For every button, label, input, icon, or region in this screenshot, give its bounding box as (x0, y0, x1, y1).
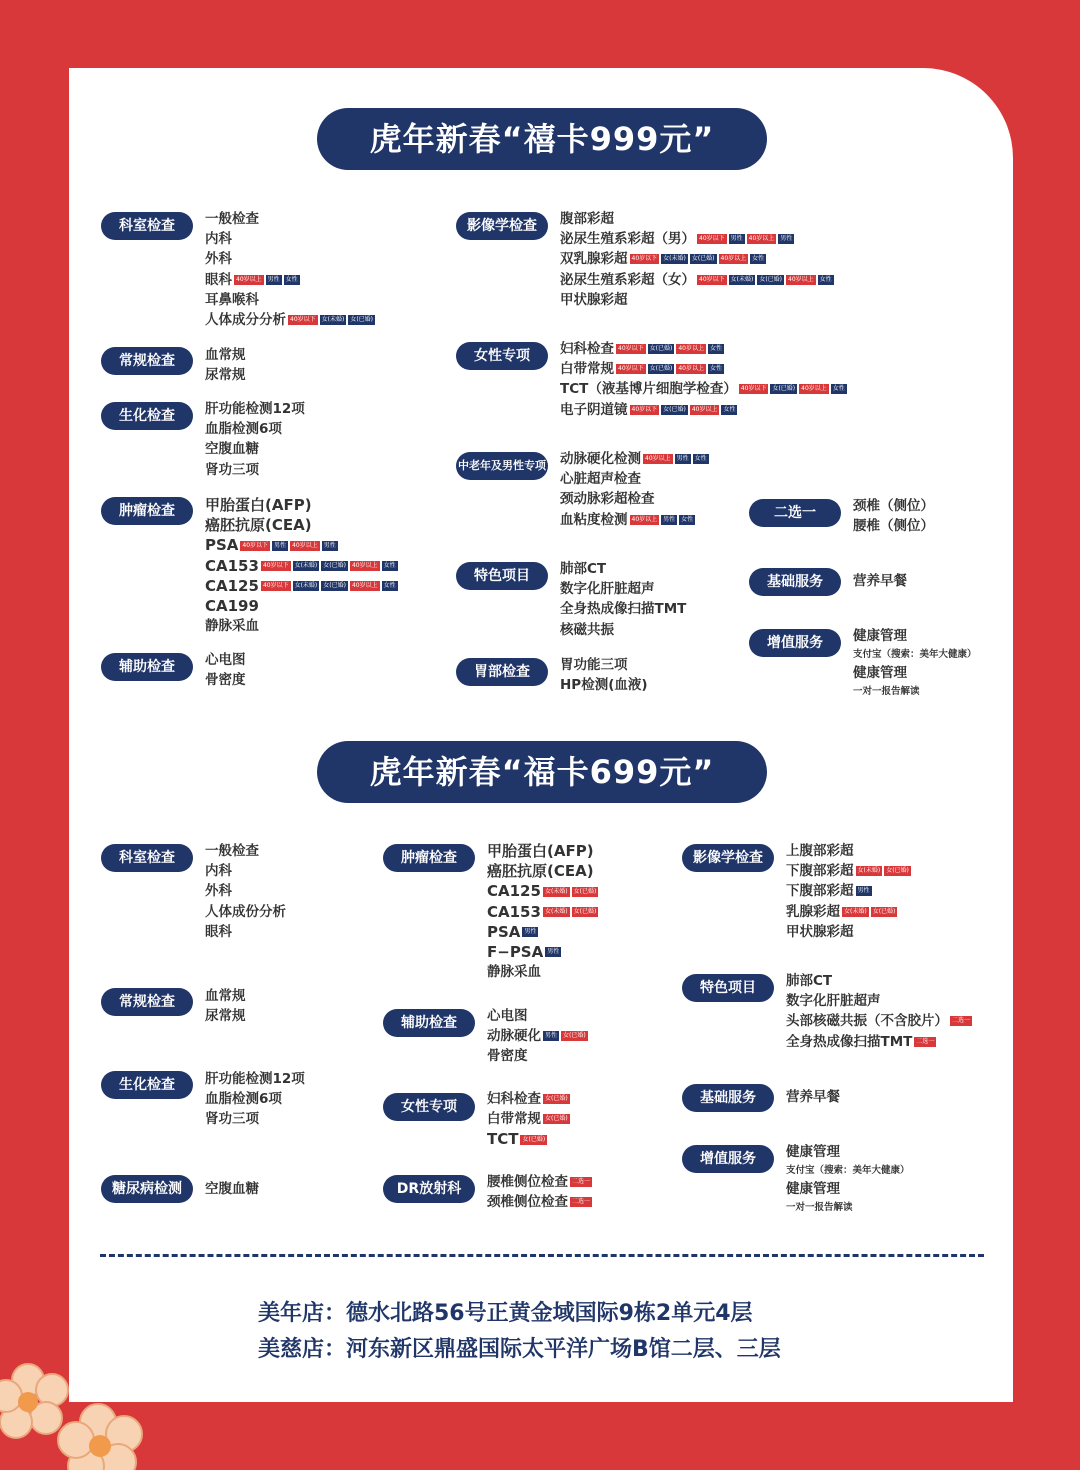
item-text: 下腹部彩超 (786, 863, 854, 880)
tag: 二选一 (952, 1017, 971, 1025)
card2-list-diabetes (205, 1179, 259, 1199)
tag: 40岁以上 (801, 385, 827, 393)
item-text: 全身热成像扫描TMT (786, 1033, 913, 1050)
list-item (786, 881, 911, 901)
list-item: 上腹部彩超 (786, 843, 854, 859)
item-text: PSA (487, 922, 521, 941)
tag: 女性 (709, 365, 722, 373)
list-item (560, 400, 847, 420)
tag: 女(已婚) (663, 405, 686, 413)
item-text: PSA (205, 536, 239, 555)
list-item: 肺部CT (786, 973, 833, 989)
list-item (205, 556, 398, 576)
tag: 女(未婚) (544, 908, 568, 916)
list-item: CA199 (205, 596, 259, 615)
list-item (487, 1192, 592, 1212)
list-item: 一般检查 (205, 211, 259, 227)
tag: 40岁以上 (351, 582, 378, 590)
item-text: CA125 (487, 882, 541, 901)
item-text: 动脉硬化检测 (560, 451, 641, 467)
card2-pill-dept: 科室检查 (101, 844, 193, 872)
card1-pill-stomach: 胃部检查 (456, 658, 548, 686)
item-text: TCT (487, 1130, 519, 1149)
list-item: 肺部CT (560, 561, 607, 577)
tag: 40岁以上 (788, 275, 814, 283)
card2-pill-biochem: 生化检查 (101, 1071, 193, 1099)
tag: 女(已婚) (872, 907, 896, 915)
list-item: 核磁共振 (560, 621, 614, 638)
list-item (487, 1089, 570, 1109)
list-item: 数字化肝脏超声 (786, 993, 881, 1010)
list-item: 尿常规 (205, 1008, 246, 1025)
list-item (205, 576, 398, 596)
card2-title: 虎年新春“福卡699元” (317, 741, 767, 803)
list-subitem: 一对一报告解读 (786, 1202, 853, 1214)
tag: 40岁以下 (699, 235, 725, 243)
list-item (487, 1172, 592, 1192)
list-item: 肾功三项 (205, 461, 259, 478)
tag: 女(已婚) (350, 315, 374, 323)
tag: 40岁以下 (618, 345, 644, 352)
item-text: 泌尿生殖系彩超（女） (560, 271, 695, 288)
tag: 女性 (383, 562, 396, 570)
tag: 40岁以上 (748, 235, 775, 243)
tag: 女性 (383, 582, 396, 590)
tag: 男性 (267, 275, 280, 283)
card2-list-basic (786, 1087, 840, 1107)
card1-pill-basic: 基础服务 (749, 568, 841, 596)
card1-pill-aux: 辅助检查 (101, 653, 193, 681)
card2-pill-aux: 辅助检查 (383, 1009, 475, 1037)
card1-list-special (560, 559, 686, 640)
list-item: 内科 (205, 231, 232, 248)
tag: 女(已婚) (649, 365, 673, 373)
tag: 男性 (857, 887, 870, 895)
card1-list-dept (205, 209, 375, 330)
tag: 40岁以上 (292, 541, 318, 549)
list-item: 全身热成像扫描TMT (560, 601, 687, 618)
tag: 女(已婚) (649, 345, 673, 352)
list-item (487, 902, 598, 922)
card1-list-tumor (205, 495, 398, 636)
list-item: 心电图 (205, 652, 246, 668)
tag: 女性 (752, 255, 765, 263)
card2-pill-tumor: 肿瘤检查 (383, 844, 475, 872)
item-text: 乳腺彩超 (786, 903, 840, 920)
item-text: 妇科检查 (560, 341, 614, 357)
list-item: 甲状腺彩超 (560, 291, 628, 308)
item-text: CA125 (205, 576, 259, 595)
item-text: 白带常规 (487, 1111, 541, 1128)
tag: 40岁以上 (678, 365, 704, 373)
list-item: 外科 (205, 251, 232, 268)
list-item: 心脏超声检查 (560, 471, 641, 488)
card1-list-basic (853, 571, 907, 591)
card1-list-imaging (560, 209, 834, 310)
list-subitem: 一对一报告解读 (853, 686, 920, 698)
list-item (560, 270, 834, 290)
card1-pill-special: 特色项目 (456, 562, 548, 590)
item-text: 妇科检查 (487, 1091, 541, 1107)
item-text: 眼科 (205, 271, 232, 288)
card1-list-senior (560, 449, 709, 530)
item-text: 白带常规 (560, 361, 614, 378)
tag: 40岁以上 (236, 275, 262, 283)
list-item (560, 339, 847, 359)
item-text: 人体成分分析 (205, 311, 286, 328)
list-item: 静脉采血 (487, 964, 541, 981)
tag: 女性 (681, 515, 694, 523)
item-text: 下腹部彩超 (786, 883, 854, 900)
card1-pill-imaging: 影像学检查 (456, 212, 548, 240)
list-item: 健康管理 (853, 665, 907, 682)
tag: 40岁以下 (740, 385, 767, 393)
card1-pill-tumor: 肿瘤检查 (101, 497, 193, 525)
tag: 40岁以上 (720, 255, 747, 263)
list-item (560, 379, 847, 399)
card2-pill-diabetes: 糖尿病检测 (101, 1175, 193, 1203)
list-item (205, 270, 375, 290)
tag: 女(未婚) (663, 255, 686, 263)
list-item: 肾功三项 (205, 1111, 259, 1128)
list-item: 血常规 (205, 347, 246, 363)
card2-pill-value: 增值服务 (682, 1145, 774, 1173)
list-item: 人体成份分析 (205, 903, 286, 920)
card1-list-female (560, 339, 847, 420)
list-item: 颈椎（侧位） (853, 498, 934, 514)
card2-list-aux (487, 1006, 588, 1067)
tag: 女(已婚) (545, 1115, 568, 1123)
card1-pill-biochem: 生化检查 (101, 402, 193, 430)
card2-pill-special: 特色项目 (682, 974, 774, 1002)
tag: 40岁以上 (645, 455, 671, 462)
list-item (487, 1109, 570, 1129)
list-item: 耳鼻喉科 (205, 291, 259, 308)
card1-pill-dept: 科室检查 (101, 212, 193, 240)
tag: 女(未婚) (844, 907, 867, 915)
tag: 二选一 (572, 1178, 591, 1185)
tag: 女性 (694, 455, 707, 462)
item-text: 腰椎侧位检查 (487, 1174, 568, 1190)
tag: 40岁以下 (262, 562, 289, 570)
plum-blossom-icon (0, 1362, 150, 1470)
tag: 女(已婚) (563, 1032, 586, 1040)
tag: 40岁以下 (618, 365, 644, 373)
tag: 40岁以上 (691, 405, 718, 413)
list-item: 甲状腺彩超 (786, 923, 854, 940)
tag: 女性 (709, 345, 722, 352)
item-text: 双乳腺彩超 (560, 251, 628, 268)
list-item: 内科 (205, 863, 232, 880)
tag: 女(已婚) (886, 867, 909, 875)
tag: 女(已婚) (759, 275, 783, 283)
item-text: TCT（液基博片细胞学检查） (560, 381, 737, 398)
card1-list-biochem (205, 399, 305, 480)
card2-pill-routine: 常规检查 (101, 988, 193, 1016)
list-item: 眼科 (205, 923, 232, 940)
tag: 40岁以下 (242, 541, 269, 549)
list-item (560, 249, 834, 269)
item-text: 动脉硬化 (487, 1028, 541, 1045)
tag: 男性 (323, 541, 336, 549)
list-item: 外科 (205, 883, 232, 900)
tag: 女(未婚) (544, 887, 568, 895)
list-item: 骨密度 (205, 672, 246, 689)
card1-pill-choose: 二选一 (749, 499, 841, 527)
list-item: 甲胎蛋白(AFP) (487, 842, 594, 860)
card2-list-dr (487, 1172, 592, 1212)
card2-pill-imaging: 影像学检查 (682, 844, 774, 872)
card2-list-routine (205, 986, 246, 1026)
list-item (205, 310, 375, 330)
list-item: 营养早餐 (786, 1089, 840, 1105)
tag: 女性 (723, 405, 736, 413)
card2-pill-basic: 基础服务 (682, 1084, 774, 1112)
tag: 女(已婚) (323, 582, 346, 590)
list-item: 营养早餐 (853, 573, 907, 589)
list-item: 癌胚抗原(CEA) (205, 516, 312, 535)
list-item: 静脉采血 (205, 618, 259, 635)
card1-title: 虎年新春“禧卡999元” (317, 108, 767, 170)
list-item (560, 449, 709, 469)
list-item: 健康管理 (786, 1144, 840, 1160)
tag: 40岁以下 (699, 275, 725, 283)
card2-list-value (786, 1142, 910, 1216)
list-item: 甲胎蛋白(AFP) (205, 496, 312, 514)
item-text: 电子阴道镜 (560, 401, 628, 418)
list-item: 血脂检测6项 (205, 421, 282, 438)
list-item: 健康管理 (786, 1181, 840, 1198)
list-item (487, 942, 598, 962)
item-text: 头部核磁共振（不含胶片） (786, 1013, 948, 1030)
tag: 女性 (832, 385, 845, 393)
card2-list-imaging (786, 841, 911, 942)
list-item: 颈动脉彩超检查 (560, 491, 655, 508)
list-subitem: 支付宝（搜索：美年大健康） (786, 1165, 910, 1177)
list-item: 心电图 (487, 1008, 528, 1024)
list-item: 骨密度 (487, 1048, 528, 1065)
list-item (487, 922, 598, 942)
card2-list-dept (205, 841, 286, 942)
list-item (560, 510, 709, 530)
card1-pill-value: 增值服务 (749, 629, 841, 657)
item-text: CA153 (205, 556, 259, 575)
tag: 女(未婚) (321, 315, 345, 323)
list-item (786, 902, 911, 922)
address-meinian: 美年店：德水北路56号正黄金域国际9栋2单元4层 (258, 1301, 753, 1326)
tag: 男性 (663, 515, 676, 523)
address-meici: 美慈店：河东新区鼎盛国际太平洋广场B馆二层、三层 (258, 1337, 781, 1362)
list-item: 数字化肝脏超声 (560, 581, 655, 598)
tag: 女(未婚) (857, 867, 881, 875)
tag: 女(已婚) (545, 1095, 568, 1102)
tag: 女(已婚) (573, 887, 597, 895)
item-text: 血粘度检测 (560, 511, 628, 528)
tag: 40岁以下 (262, 582, 289, 590)
tag: 女(已婚) (691, 255, 715, 263)
card2-list-special (786, 971, 972, 1052)
item-text: CA153 (487, 902, 541, 921)
tag: 男性 (547, 948, 560, 956)
tag: 女性 (285, 275, 298, 283)
tag: 40岁以下 (631, 255, 658, 263)
tag: 40岁以下 (290, 315, 316, 323)
tag: 男性 (524, 928, 537, 936)
list-item (205, 535, 398, 555)
tag: 二选一 (572, 1198, 591, 1206)
card2-list-female (487, 1089, 570, 1150)
tag: 女(未婚) (294, 582, 318, 590)
card1-list-choose (853, 496, 934, 536)
list-item (786, 1011, 972, 1031)
tag: 40岁以上 (351, 562, 378, 570)
card2-list-biochem (205, 1069, 305, 1130)
tag: 女(已婚) (323, 562, 346, 570)
list-item (487, 881, 598, 901)
tag: 男性 (676, 455, 689, 462)
item-text: F−PSA (487, 942, 544, 961)
list-item: HP检测(血液) (560, 677, 648, 694)
tag: 二选一 (916, 1037, 935, 1045)
tag: 男性 (730, 235, 743, 243)
item-text: 泌尿生殖系彩超（男） (560, 231, 695, 248)
card1-pill-routine: 常规检查 (101, 347, 193, 375)
tag: 男性 (780, 235, 793, 243)
list-item: 腰椎（侧位） (853, 518, 934, 535)
tag: 男性 (274, 541, 287, 549)
list-item: 尿常规 (205, 367, 246, 384)
list-item: 腹部彩超 (560, 211, 614, 227)
tag: 40岁以上 (631, 515, 658, 523)
item-text: 颈椎侧位检查 (487, 1194, 568, 1211)
tag: 女(已婚) (772, 385, 796, 393)
list-item: 一般检查 (205, 843, 259, 859)
list-item (786, 1032, 972, 1052)
card2-list-tumor (487, 841, 598, 982)
tag: 女(已婚) (573, 908, 597, 916)
tag: 女(已婚) (522, 1135, 546, 1143)
card1-list-stomach (560, 655, 648, 695)
tag: 男性 (545, 1032, 558, 1040)
list-item: 空腹血糖 (205, 1181, 259, 1197)
card1-pill-female: 女性专项 (456, 342, 548, 370)
dashed-divider (100, 1254, 984, 1257)
list-item: 胃功能三项 (560, 657, 628, 673)
list-item: 癌胚抗原(CEA) (487, 862, 594, 881)
list-subitem: 支付宝（搜索：美年大健康） (853, 649, 977, 661)
card1-list-routine (205, 345, 246, 385)
tag: 女(未婚) (730, 275, 754, 283)
card2-pill-female: 女性专项 (383, 1093, 475, 1121)
list-item: 健康管理 (853, 628, 907, 644)
card2-pill-dr: DR放射科 (383, 1175, 475, 1203)
card1-pill-senior: 中老年及男性专项 (456, 452, 548, 480)
tag: 女(未婚) (294, 562, 318, 570)
tag: 40岁以上 (678, 345, 704, 352)
list-item: 血脂检测6项 (205, 1091, 282, 1108)
list-item: 空腹血糖 (205, 441, 259, 458)
card1-list-value (853, 626, 977, 700)
list-item: 肝功能检测12项 (205, 401, 305, 417)
list-item: 肝功能检测12项 (205, 1071, 305, 1087)
list-item (786, 861, 911, 881)
tag: 40岁以下 (631, 405, 658, 413)
list-item: 血常规 (205, 988, 246, 1004)
list-item (487, 1026, 588, 1046)
list-item (560, 359, 847, 379)
tag: 女性 (819, 275, 832, 283)
list-item (487, 1129, 570, 1149)
list-item (560, 229, 834, 249)
card1-list-aux (205, 650, 246, 690)
